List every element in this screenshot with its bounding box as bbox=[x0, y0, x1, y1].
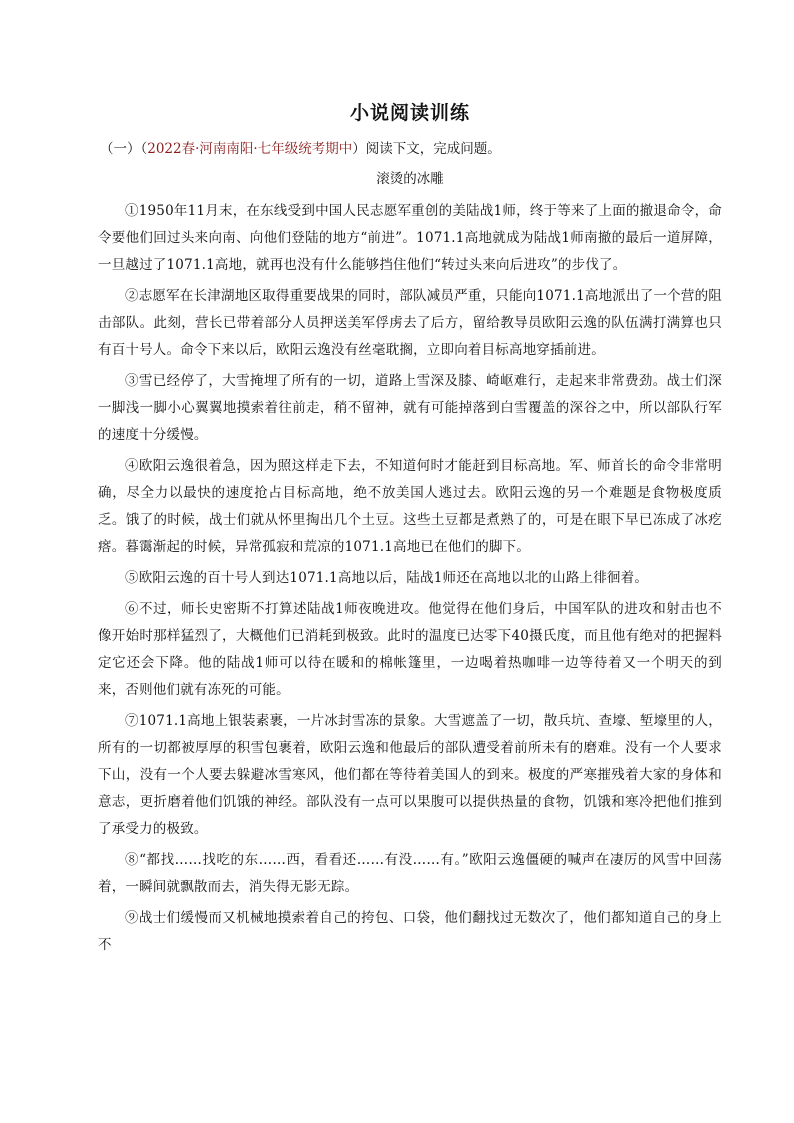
paragraph-3: ③雪已经停了，大雪掩埋了所有的一切，道路上雪深及膝、崎岖难行，走起来非常费劲。战士们深一脚浅一脚小心翼翼地摸索着往前走，稍不留神，就有可能掉落到白雪覆盖的深谷之中，所以部队行军的速度十分缓慢。 bbox=[98, 373, 722, 443]
question-intro bbox=[98, 140, 722, 158]
intro-source: 2022春·河南南阳·七年级统考期中 bbox=[147, 141, 353, 157]
paragraph-5: ⑤欧阳云逸的百十号人到达1071.1高地以后，陆战1师还在高地以北的山路上徘徊着。 bbox=[125, 570, 649, 586]
paragraph-4: ④欧阳云逸很着急，因为照这样走下去，不知道何时才能赶到目标高地。军、师首长的命令非常明确，尽全力以最快的速度抢占目标高地，绝不放美国人逃过去。欧阳云逸的另一个难题是食物极度质乏。饿了的时候，战士们就从怀里掏出几个土豆。这些土豆都是煮熟了的，可是在眼下早已冻成了冰疙瘩。暮霭渐起的时候，异常孤寂和荒凉的1071.1高地已在他们的脚下。 bbox=[98, 458, 722, 555]
document-page bbox=[98, 100, 722, 963]
paragraph-1: ①1950年11月末，在东线受到中国人民志愿军重创的美陆战1师，终于等来了上面的撤退命令，命令要他们回过头来向南、向他们登陆的地方“前进”。1071.1高地就成为陆战1师南撤的最后一道屏障，一旦越过了1071.1高地，就再也没有什么能够挡住他们“转过头来向后进攻”的步伐了。 bbox=[98, 203, 722, 273]
paragraph-8: ⑧“都找……找吃的东……西，看看还……有没……有。”欧阳云逸僵硬的喊声在凄厉的风雪中回荡着，一瞬间就飘散而去，消失得无影无踪。 bbox=[98, 852, 722, 895]
page-title: 小说阅读训练 bbox=[349, 102, 470, 124]
paragraph-9: ⑨战士们缓慢而又机械地摸索着自己的挎包、口袋，他们翻找过无数次了，他们都知道自己的身上不 bbox=[98, 910, 722, 953]
paragraph-2: ②志愿军在长津湖地区取得重要战果的同时，部队减员严重，只能向1071.1高地派出了一个营的阻击部队。此刻，营长已带着部分人员押送美军俘虏去了后方，留给教导员欧阳云逸的队伍满打满算也只有百十号人。命令下来以后，欧阳云逸没有丝毫耽搁，立即向着目标高地穿插前进。 bbox=[98, 288, 722, 358]
intro-prefix: （一）（ bbox=[100, 141, 148, 157]
intro-suffix: ）阅读下文，完成问题。 bbox=[352, 141, 501, 157]
story-title: 滚烫的冰雕 bbox=[376, 171, 444, 187]
paragraph-6: ⑥不过，师长史密斯不打算述陆战1师夜晚进攻。他觉得在他们身后，中国军队的进攻和射击也不像开始时那样猛烈了，大概他们已消耗到极致。此时的温度已达零下40摄氏度，而且他有绝对的把握料定它还会下降。他的陆战1师可以待在暖和的棉帐篷里，一边喝着热咖啡一边等待着又一个明天的到来，否则他们就有冻死的可能。 bbox=[98, 601, 722, 698]
paragraph-7: ⑦1071.1高地上银装素裹，一片冰封雪冻的景象。大雪遮盖了一切，散兵坑、查壕、堑壕里的人，所有的一切都被厚厚的积雪包裹着，欧阳云逸和他最后的部队遭受着前所未有的磨难。没有一个人要求下山，没有一个人要去躲避冰雪寒风，他们都在等待着美国人的到来。极度的严寒摧残着大家的身体和意志，更折磨着他们饥饿的神经。部队没有一点可以果腹可以提供热量的食物，饥饿和寒冷把他们推到了承受力的极致。 bbox=[98, 713, 722, 837]
